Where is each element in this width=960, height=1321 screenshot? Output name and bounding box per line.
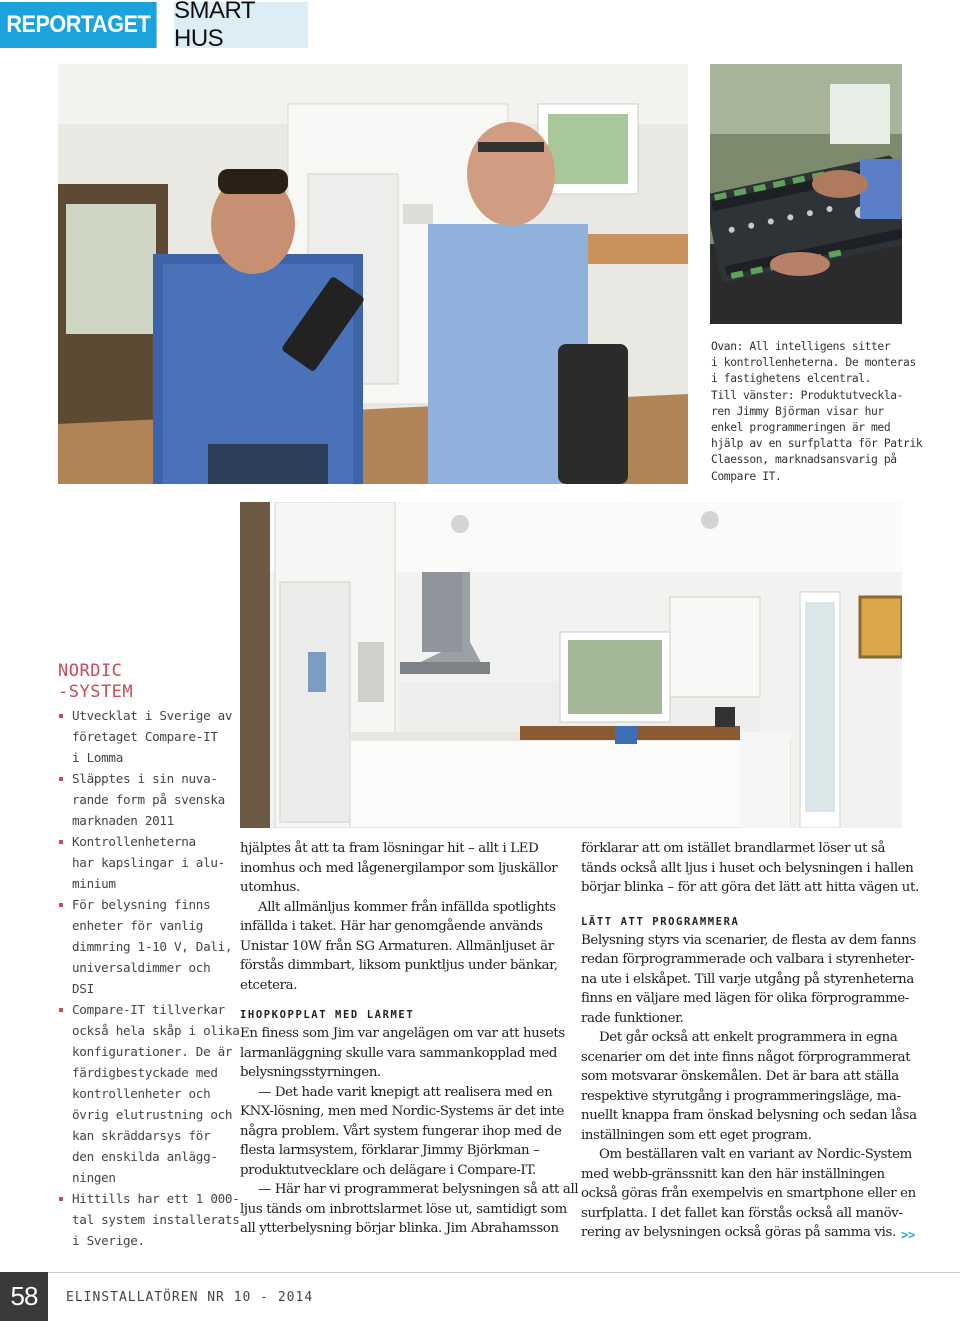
- paragraph: [581, 931, 916, 1029]
- caption-line: Compare IT.: [711, 469, 782, 483]
- factbox-line: enheter för vanlig: [72, 918, 204, 933]
- text-line: finns en väljare med lägen för olika förprogramme-: [581, 991, 910, 1006]
- text-line: na ute i elskåpet. Till varje utgång på styrenheterna: [581, 971, 914, 987]
- text-line: förklarar att om istället brandlarmet löser ut så: [581, 841, 886, 856]
- factbox-line: kan skräddarsys för: [72, 1128, 211, 1143]
- paragraph: [240, 1180, 579, 1239]
- paragraph: [240, 1024, 570, 1083]
- caption-line: i fastighetens elcentral.: [711, 372, 872, 386]
- factbox-line: Kontrollenheterna: [72, 834, 196, 849]
- factbox-line: också hela skåp i olika: [72, 1023, 240, 1038]
- text-line: rade funktioner.: [581, 1010, 684, 1026]
- text-line: rering av belysningen också göras på samma vis.: [581, 1225, 896, 1240]
- factbox-line: i Sverige.: [72, 1233, 145, 1248]
- photo-control-unit: [710, 64, 902, 324]
- text-line: Unistar 10W från SG Armaturen. Allmänljuset är: [240, 938, 554, 954]
- text-line: — Det hade varit knepigt att realisera med en: [258, 1084, 553, 1100]
- factbox-item: [58, 1188, 238, 1251]
- section-label: REPORTAGET: [0, 2, 157, 48]
- text-line: produktutvecklare och delägare i Compare-IT.: [240, 1162, 536, 1178]
- subheading: LÄTT ATT PROGRAMMERA: [581, 915, 740, 928]
- factbox-line: övrig elutrustning och: [72, 1107, 233, 1122]
- article-column-right: [581, 839, 919, 1243]
- text-line: redan förprogrammerade och valbara i styrenheter-: [581, 952, 915, 967]
- text-line: surfplatta. I det fallet kan förstås också all manöv-: [581, 1205, 903, 1221]
- factbox-line: rande form på svenska: [72, 792, 225, 807]
- paragraph: [240, 839, 570, 898]
- text-line: Allt allmänljus kommer från infällda spotlights: [258, 899, 556, 915]
- caption-line: hjälp av en surfplatta för Patrik: [711, 437, 923, 451]
- factbox-line: tal system installerats: [72, 1212, 240, 1227]
- text-line: En finess som Jim var angelägen om var att husets: [240, 1026, 565, 1041]
- text-line: med webb-gränssnitt kan den här inställningen: [581, 1166, 885, 1182]
- factbox-line: företaget Compare-IT: [72, 729, 218, 744]
- factbox-item: [58, 705, 238, 768]
- text-line: inställningen som ett eget program.: [581, 1127, 812, 1143]
- text-line: hjälptes åt att ta fram lösningar hit – allt i LED: [240, 841, 539, 856]
- caption-line: ren Jimmy Björman visar hur: [711, 404, 884, 418]
- factbox-line: marknaden 2011: [72, 813, 174, 828]
- text-line: flesta larmsystem, förklarar Jimmy Björkman –: [240, 1143, 540, 1158]
- factbox-list: [58, 705, 238, 1251]
- topic-label: SMART HUS: [174, 2, 308, 48]
- factbox-title-line: NORDIC: [58, 661, 123, 681]
- text-line: larmanläggning skulle vara sammankopplad med: [240, 1045, 558, 1061]
- page-number: 58: [0, 1272, 48, 1321]
- text-line: tänds också allt ljus i huset och belysningen i hallen: [581, 860, 914, 876]
- text-line: — Här har vi programmerat belysningen så att all: [258, 1182, 579, 1197]
- caption-line: i kontrollenheterna. De monteras: [711, 356, 916, 370]
- footer-divider: [0, 1272, 960, 1273]
- factbox-title-line: -SYSTEM: [58, 682, 134, 702]
- text-line: Belysning styrs via scenarier, de flesta av dem fanns: [581, 932, 916, 948]
- text-line: som motsvarar önskemålen. Det är bara att ställa: [581, 1069, 899, 1084]
- factbox-line: Släpptes i sin nuva-: [72, 771, 218, 786]
- factbox-line: För belysning finns: [72, 897, 211, 912]
- factbox-line: Compare-IT tillverkar: [72, 1002, 225, 1017]
- photo-kitchen: [240, 502, 902, 828]
- text-line: scenarier om det inte finns något förprogrammerat: [581, 1049, 911, 1065]
- text-line: nuellt knappa fram önskad belysning och sedan låsa: [581, 1108, 917, 1123]
- text-line: Det går också att enkelt programmera in egna: [599, 1030, 898, 1045]
- text-line: förstås dimmbart, liksom punktljus under bänkar,: [240, 958, 558, 973]
- article-column-middle: [240, 839, 579, 1239]
- text-line: inomhus och med lågenergilampor som ljuskällor: [240, 860, 558, 876]
- text-line: några problem. Vårt system fungerar ihop med de: [240, 1123, 562, 1139]
- caption-line: enkel programmeringen är med: [711, 421, 891, 435]
- paragraph: [581, 839, 919, 898]
- continue-arrow-icon: >>: [901, 1228, 916, 1242]
- factbox-title: [58, 661, 238, 703]
- factbox-line: dimmring 1-10 V, Dali,: [72, 939, 233, 954]
- factbox-line: har kapslingar i alu-: [72, 855, 225, 870]
- text-line: infällda i taket. Här har genomgående används: [240, 919, 543, 934]
- text-line: börjar blinka – för att göra det lätt att hitta vägen ut.: [581, 880, 919, 895]
- text-line: också göras från exempelvis en smartphone eller en: [581, 1186, 916, 1201]
- paragraph: [581, 1145, 916, 1243]
- factbox-line: universaldimmer och: [72, 960, 211, 975]
- text-line: belysningsstyrningen.: [240, 1065, 381, 1080]
- factbox-line: Utvecklat i Sverige av: [72, 708, 233, 723]
- caption-line: Till vänster: Produktutveckla-: [711, 388, 904, 402]
- text-line: all ytterbelysning börjar blinka. Jim Abrahamsson: [240, 1221, 559, 1236]
- paragraph: [581, 1028, 917, 1145]
- factbox-item: [58, 999, 238, 1188]
- magazine-issue: ELINSTALLATÖREN NR 10 - 2014: [66, 1290, 314, 1305]
- factbox-line: DSI: [72, 981, 94, 996]
- text-line: utomhus.: [240, 880, 300, 895]
- caption-line: Ovan: All intelligens sitter: [711, 340, 891, 353]
- factbox-line: i Lomma: [72, 750, 123, 765]
- factbox-line: minium: [72, 876, 116, 891]
- text-line: respektive styrutgång i programmeringsläge, ma-: [581, 1088, 901, 1104]
- subheading: IHOPKOPPLAT MED LARMET: [240, 1009, 415, 1021]
- factbox-line: kontrollenheter och: [72, 1086, 211, 1101]
- photo-caption: [711, 339, 923, 485]
- factbox-line: konfigurationer. De är: [72, 1044, 233, 1059]
- text-line: etcetera.: [240, 977, 298, 993]
- factbox-item: [58, 768, 238, 831]
- paragraph: [240, 1083, 570, 1181]
- factbox-line: den enskilda anlägg-: [72, 1149, 218, 1164]
- text-line: KNX-lösning, men med Nordic-Systems är det inte: [240, 1104, 565, 1119]
- text-line: ljus tänds om inbrottslarmet löse ut, samtidigt som: [240, 1201, 567, 1217]
- photo-men-with-tablet: [58, 64, 688, 484]
- factbox-line: Hittills har ett 1 000-: [72, 1191, 240, 1206]
- factbox-line: färdigbestyckade med: [72, 1065, 218, 1080]
- caption-line: Claesson, marknadsansvarig på: [711, 453, 897, 467]
- paragraph: [240, 898, 570, 996]
- factbox-item: [58, 831, 238, 894]
- text-line: Om beställaren valt en variant av Nordic-System: [599, 1147, 912, 1162]
- factbox-item: [58, 894, 238, 999]
- factbox-line: ningen: [72, 1170, 116, 1185]
